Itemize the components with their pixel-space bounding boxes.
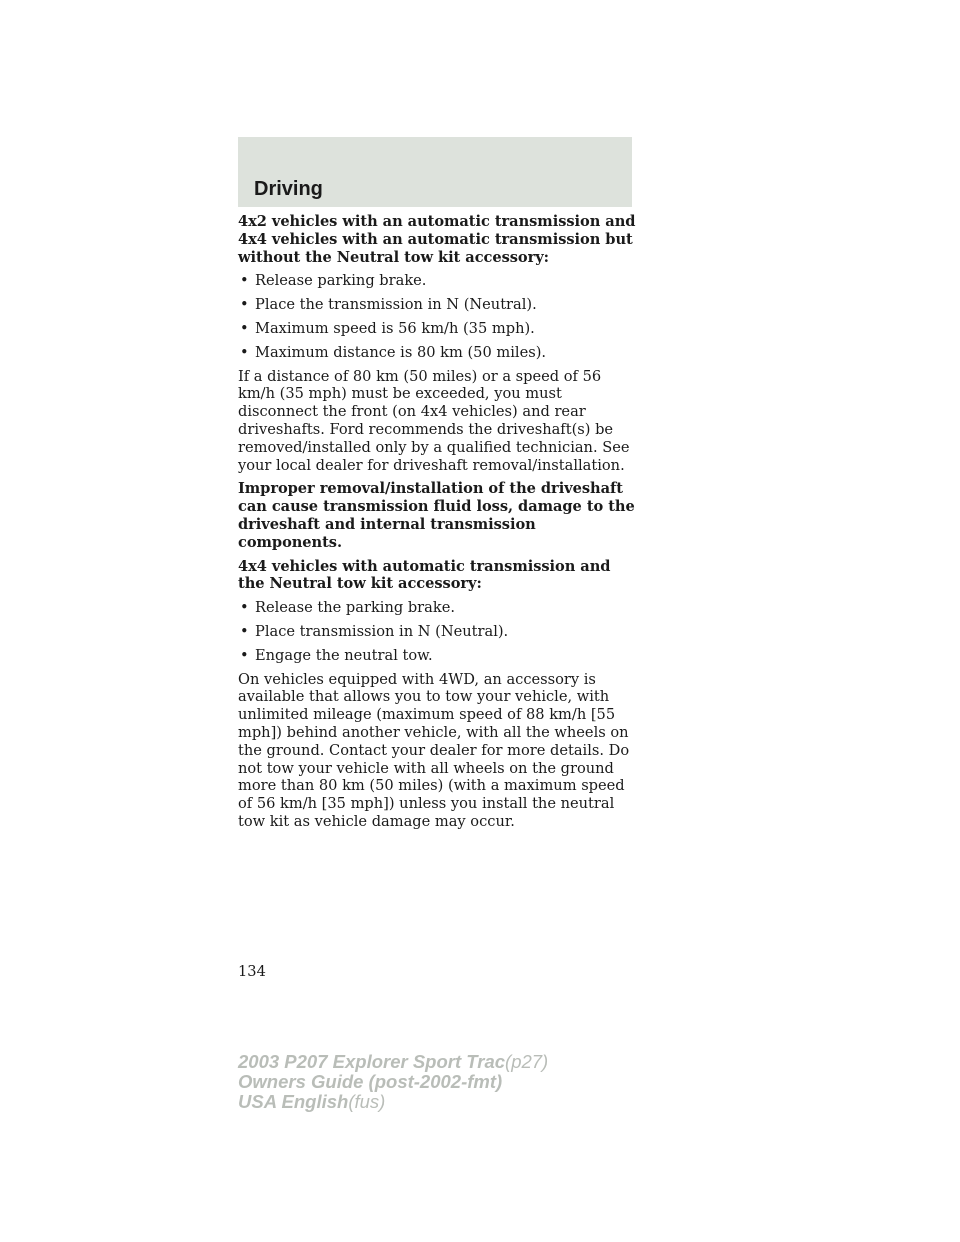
bullet-icon: • [240, 272, 249, 290]
footer-line-1: 2003 P207 Explorer Sport Trac(p27) [238, 1051, 549, 1072]
bullet-icon: • [240, 599, 249, 617]
page-content [238, 213, 638, 837]
driveshaft-warning: Improper removal/installation of the driveshaft can cause transmission fluid loss, damage to the driveshaft and internal transmission components. [238, 480, 635, 551]
towing-steps-list-1 [238, 272, 638, 361]
footer-line-2: Owners Guide (post-2002-fmt) [238, 1071, 503, 1092]
towing-steps-list-2 [238, 599, 638, 664]
neutral-tow-heading: 4x4 vehicles with automatic transmission and the Neutral tow kit accessory: [238, 557, 611, 593]
bullet-icon: • [240, 343, 249, 361]
section-title: Driving [254, 178, 323, 200]
bullet-icon: • [240, 296, 249, 314]
document-footer [238, 1052, 548, 1112]
driveshaft-paragraph: If a distance of 80 km (50 miles) or a speed of 56 km/h (35 mph) must be exceeded, you must disconnect the front (on 4x4 vehicles) and rear driveshafts. Ford recommends the driveshaft(s) be removed/installed only by a qualified technician. See your local dealer for driveshaft removal/installation. [238, 367, 630, 474]
bullet-icon: • [240, 319, 249, 337]
bullet-icon: • [240, 622, 249, 640]
accessory-paragraph: On vehicles equipped with 4WD, an accessory is available that allows you to tow your vehicle, with unlimited mileage (maximum speed of 88 km/h [55 mph]) behind another vehicle, with all the wheels on the ground. Contact your dealer for more details. Do not tow your vehicle with all wheels on the ground more than 80 km (50 miles) (with a maximum speed of 56 km/h [35 mph]) unless you install the neutral tow kit as vehicle damage may occur. [238, 670, 630, 830]
list-item: • Maximum speed is 56 km/h (35 mph). [240, 319, 535, 337]
list-item: • Engage the neutral tow. [240, 646, 433, 664]
list-item: • Place transmission in N (Neutral). [240, 622, 509, 640]
section-header-bar [238, 137, 632, 207]
bullet-icon: • [240, 646, 249, 664]
intro-heading: 4x2 vehicles with an automatic transmission and 4x4 vehicles with an automatic transmission but without the Neutral tow kit accessory: [238, 213, 636, 266]
list-item: • Release parking brake. [240, 272, 427, 290]
list-item: • Place the transmission in N (Neutral). [240, 296, 537, 314]
footer-line-3: USA English(fus) [238, 1091, 386, 1112]
page-number: 134 [238, 963, 266, 980]
list-item: • Release the parking brake. [240, 599, 455, 617]
list-item: • Maximum distance is 80 km (50 miles). [240, 343, 547, 361]
